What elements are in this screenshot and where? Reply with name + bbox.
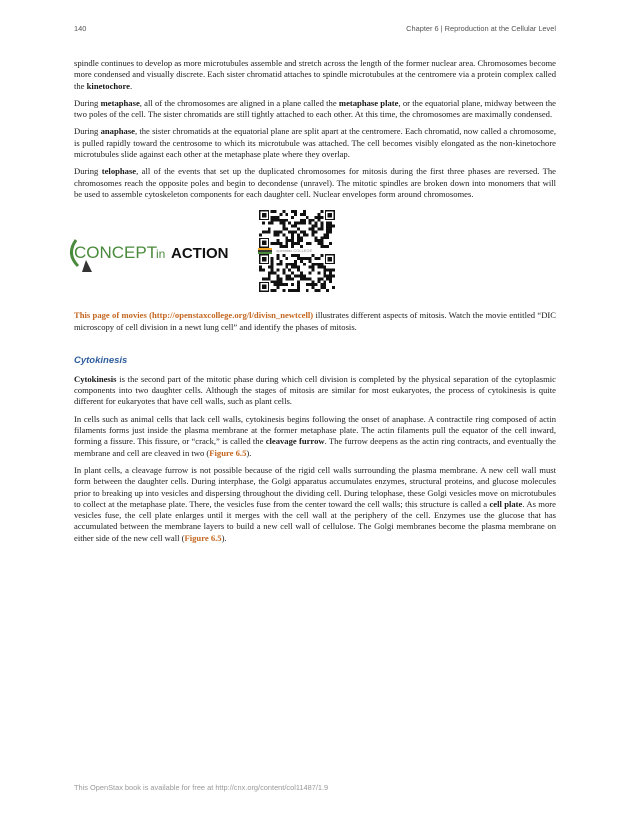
openstax-label: openstax COLLEGE [276, 248, 313, 254]
figure-ref-link[interactable]: Figure 6.5 [209, 447, 247, 458]
page-footer: This OpenStax book is available for free at http://cnx.org/content/col11487/1.9 [74, 783, 329, 792]
cytokinesis-paragraph-3: In plant cells, a cleavage furrow is not possible because of the rigid cell walls surrounding the plasma membrane. A new cell wall must form between the daughter cells. During interphase, the Golgi apparatus accumulates enzymes, structural proteins, and glucose molecules prior to breaking up into vesicles and dispersing throughout the dividing cell. During telophase, these Golgi vesicles move on microtubules to collect at the metaphase plate. There, the vesicles fuse from the center toward the cell walls; this structure is called a cell plate. As more vesicles fuse, the cell plate enlarges until it merges with the cell wall at the periphery of the cell. Enzymes use the glucose that has accumulated between the membrane layers to build a new cell wall of cellulose. The Golgi membranes become the plasma membrane on either side of the new cell wall (Figure 6.5). [74, 464, 556, 543]
chapter-title: Chapter 6 | Reproduction at the Cellular Level [406, 24, 556, 33]
page-number: 140 [74, 24, 87, 33]
prometaphase-paragraph: spindle continues to develop as more microtubules assemble and stretch across the length of the former nuclear area. Chromosomes become more condensed and visually discrete. Each sister chromatid attaches to spindle microtubules at the centromere via a protein complex called the kinetochore. [74, 58, 556, 91]
logo-concept-text: CONCEPT [74, 243, 158, 263]
page-content [74, 58, 556, 550]
page-header [74, 24, 556, 38]
figure-ref-link[interactable]: Figure 6.5 [184, 532, 222, 543]
term-cleavage-furrow: cleavage furrow [265, 436, 325, 447]
term-kinetochore: kinetochore [86, 80, 130, 91]
logo-in-text: in [156, 247, 166, 262]
term-cytokinesis: Cytokinesis [74, 373, 117, 384]
openstax-band [258, 248, 338, 254]
term-metaphase-plate: metaphase plate [338, 97, 399, 108]
cytokinesis-paragraph-2: In cells such as animal cells that lack cell walls, cytokinesis begins following the onset of anaphase. A contractile ring composed of actin filaments forms just inside the plasma membrane at the former metaphase plate. The actin filaments pull the equator of the cell inward, forming a fissure. This fissure, or “crack,” is called the cleavage furrow. The furrow deepens as the actin ring contracts, and eventually the membrane and cell are cleaved in two (Figure 6.5). [74, 413, 556, 458]
qr-code-block[interactable] [258, 210, 338, 292]
openstax-stripes-icon [258, 248, 272, 254]
term-cell-plate: cell plate [489, 498, 523, 509]
concept-in-action-logo [68, 232, 238, 276]
cytokinesis-paragraph-1: Cytokinesis is the second part of the mitotic phase during which cell division is completed by the physical separation of the cytoplasmic components into two daughter cells. Although the stages of mitosis are similar for most eukaryotes, the process of cytokinesis is quite different for eukaryotes that have cell walls, such as plant cells. [74, 373, 556, 407]
section-heading-cytokinesis: Cytokinesis [74, 354, 128, 366]
qr-code-top-icon[interactable] [258, 210, 336, 248]
concept-in-action-box [74, 210, 556, 300]
telophase-paragraph: During telophase, all of the events that set up the duplicated chromosomes for mitosis during the first three phases are reversed. The chromosomes reach the opposite poles and begin to decondense (unravel). The mitotic spindles are broken down into monomers that will be used to assemble cytoskeleton components for each daughter cell. Nuclear envelopes form around chromosomes. [74, 166, 557, 199]
movie-paragraph: This page of movies (http://openstaxcollege.org/l/divisn_newtcell) illustrates different aspects of mitosis. Watch the movie entitled “DIC microscopy of cell division in a newt lung cell” and identify the phases of mitosis. [74, 310, 556, 332]
term-telophase: telophase [101, 166, 137, 177]
qr-code-bottom-icon[interactable] [258, 254, 336, 292]
term-anaphase: anaphase [100, 126, 135, 137]
movies-link[interactable]: This page of movies (http://openstaxcollege.org/l/divisn_newtcell) [74, 310, 314, 321]
term-metaphase: metaphase [100, 97, 140, 108]
logo-action-text: ACTION [171, 245, 229, 263]
metaphase-paragraph: During metaphase, all of the chromosomes are aligned in a plane called the metaphase plate, or the equatorial plane, midway between the two poles of the cell. The sister chromatids are still tightly attached to each other. At this time, the chromosomes are maximally condensed. [74, 97, 556, 120]
anaphase-paragraph: During anaphase, the sister chromatids at the equatorial plane are split apart at the centromere. Each chromatid, now called a chromosome, is pulled rapidly toward the centrosome to which its microtubule was attached. The cell becomes visibly elongated as the non-kinetochore microtubules slide against each other at the metaphase plate where they overlap. [74, 126, 556, 160]
